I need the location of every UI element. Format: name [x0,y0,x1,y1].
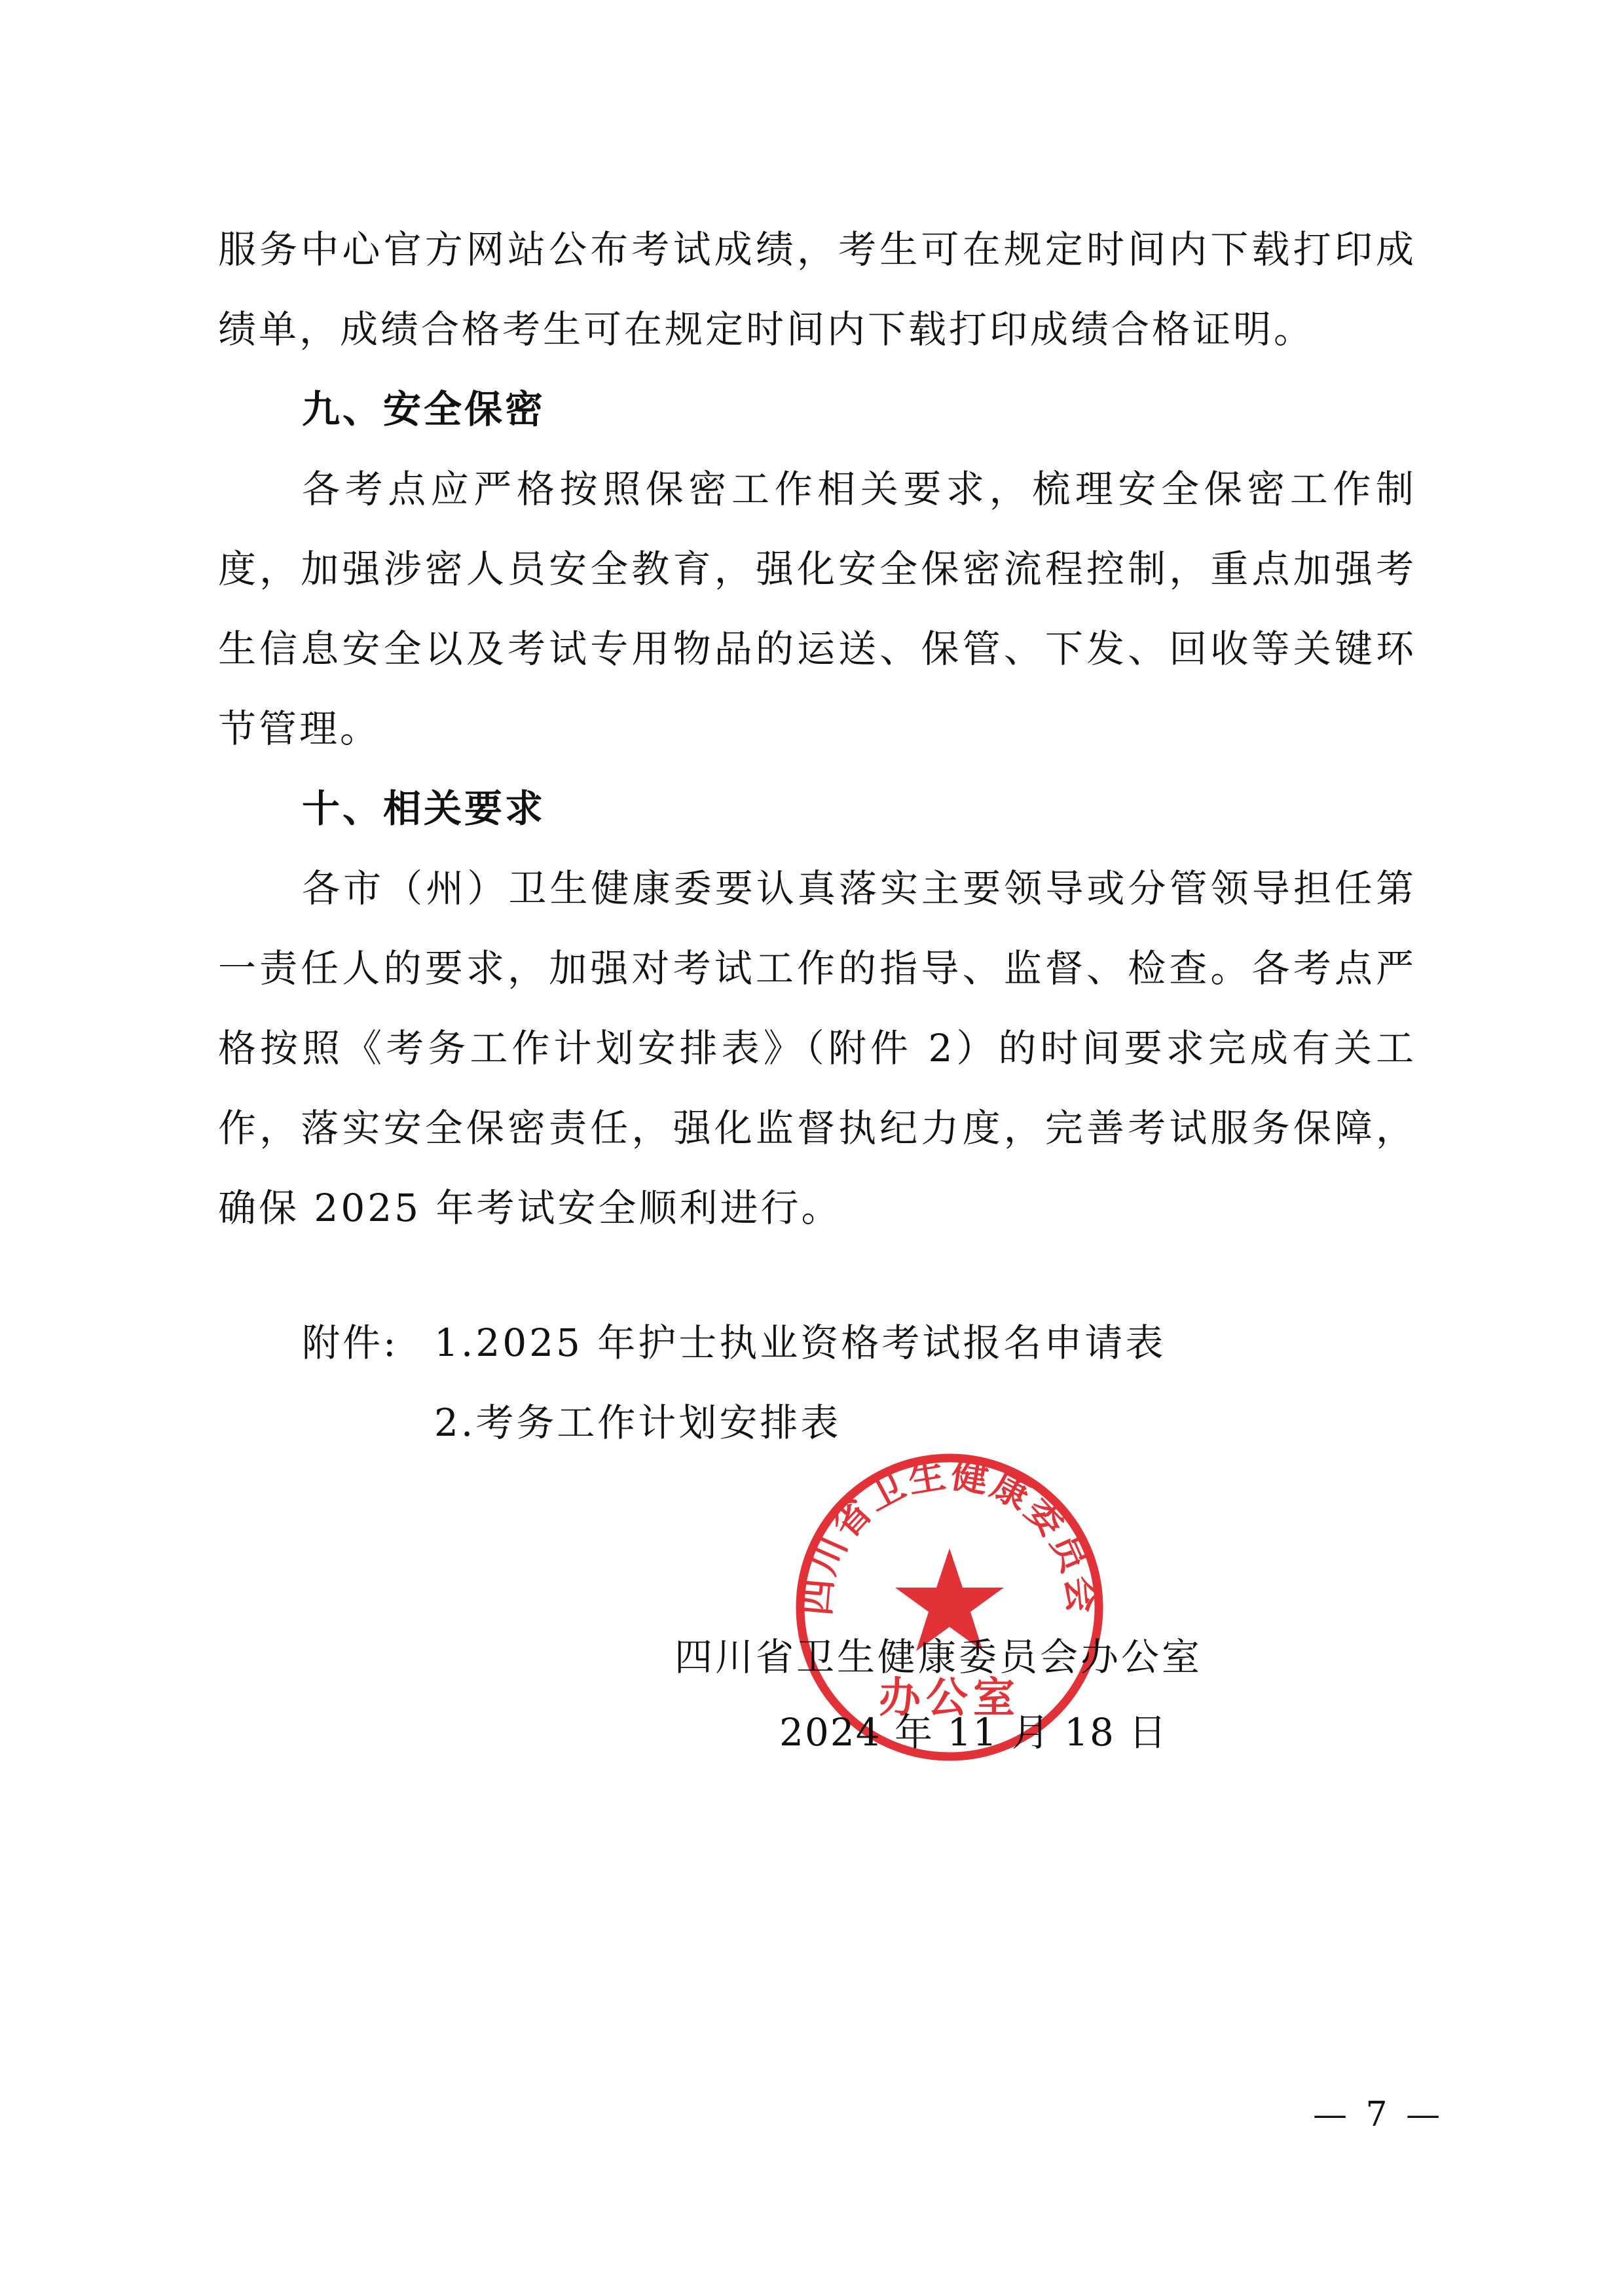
paragraph-continuation: 服务中心官方网站公布考试成绩，考生可在规定时间内下载打印成绩单，成绩合格考生可在规定时间内下载打印成绩合格证明。 [218,227,1416,352]
signature-organization: 四川省卫生健康委员会办公室 [674,1635,1203,1679]
svg-text:四川省卫生健康委员会: 四川省卫生健康委员会 [796,1453,1103,1618]
attachment-item-1: 1.2025 年护士执业资格考试报名申请表 [434,1321,1166,1365]
attachments-label: 附件: [302,1321,399,1365]
attachment-item-2: 2.考务工作计划安排表 [434,1400,841,1445]
paragraph-requirements: 各市（州）卫生健康委要认真落实主要领导或分管领导担任第一责任人的要求，加强对考试工作的指导、监督、检查。各考点严格按照《考务工作计划安排表》（附件 2）的时间要求完成有关工作，落实安全保密责任，强化监督执纪力度，完善考试服务保障，确保 2025 年考试安全顺利进行。 [218,866,1416,1230]
paragraph-security: 各考点应严格按照保密工作相关要求，梳理安全保密工作制度，加强涉密人员安全教育，强化安全保密流程控制，重点加强考生信息安全以及考试专用物品的运送、保管、下发、回收等关键环节管理。 [218,467,1416,751]
page-number: — 7 — [1313,2095,1445,2134]
official-seal-icon [792,1450,1107,1764]
svg-text:办公室: 办公室 [879,1674,1020,1722]
section-heading-security: 九、安全保密 [302,387,546,431]
section-heading-requirements: 十、相关要求 [302,786,546,831]
signature-date: 2024 年 11 月 18 日 [779,1710,1168,1755]
